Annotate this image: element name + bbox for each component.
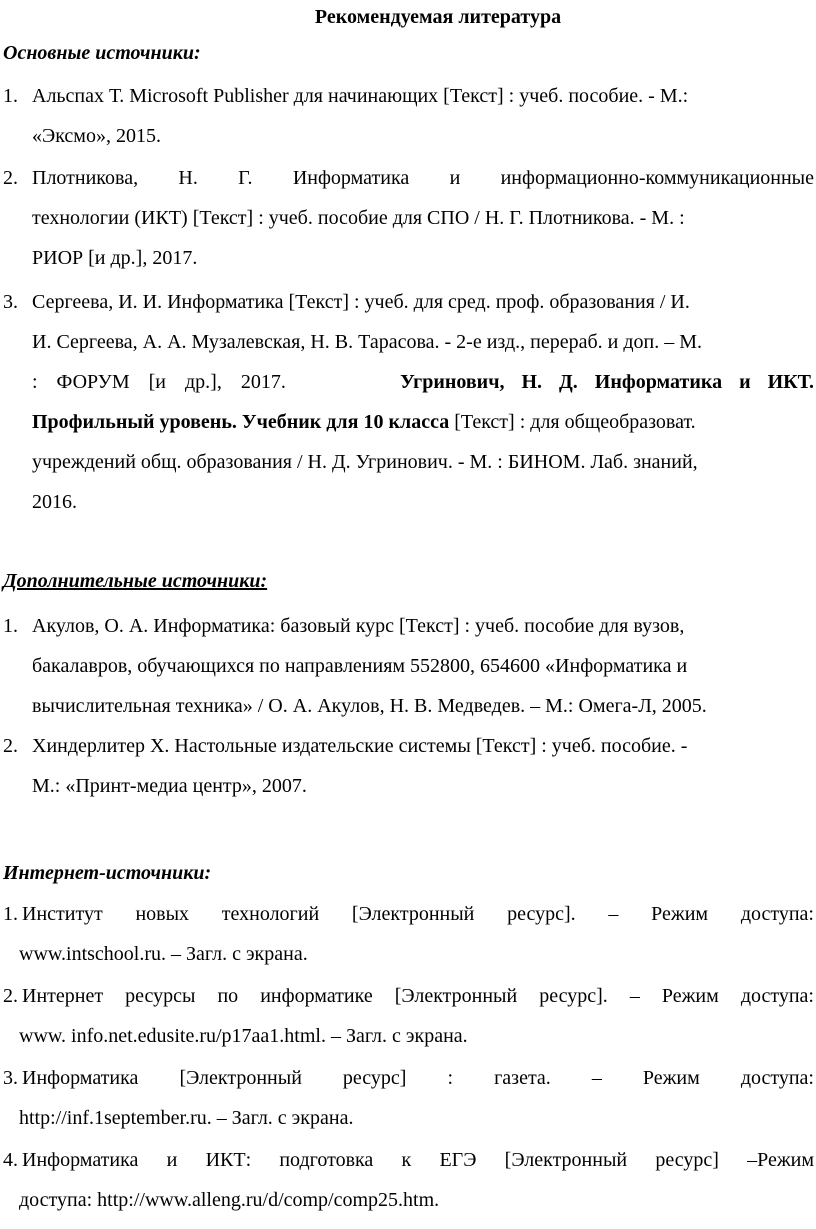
list-item <box>0 1058 814 1138</box>
list-item-line: Хиндерлитер Х. Настольные издательские системы [Текст] : учеб. пособие. - <box>32 735 688 757</box>
list-item-bold-title: Профильный уровень. Учебник для 10 класса <box>32 411 450 433</box>
list-item <box>0 726 814 806</box>
list-item-line: Институт новых технологий [Электронный ресурс]. – Режим доступа: <box>22 903 814 925</box>
section-heading-extra: Дополнительные источники: <box>3 570 268 592</box>
list-item <box>0 282 814 522</box>
list-item-line: И. Сергеева, А. А. Музалевская, Н. В. Тарасова. - 2-е изд., перераб. и доп. – М. <box>32 331 703 353</box>
list-item-line: 2016. <box>32 491 77 513</box>
list-item <box>0 1140 814 1220</box>
list-item-line: учреждений общ. образования / Н. Д. Угринович. - М. : БИНОМ. Лаб. знаний, <box>32 451 698 473</box>
list-item-line: www.intschool.ru. – Загл. с экрана. <box>19 943 308 965</box>
list-item-line: Альспах Т. Microsoft Publisher для начинающих [Текст] : учеб. пособие. - М.: <box>32 85 689 107</box>
list-item <box>0 76 814 156</box>
page-title: Рекомендуемая литература <box>314 6 562 28</box>
list-item-line: : ФОРУМ [и др.], 2017. <box>32 371 286 393</box>
list-item-line: доступа: http://www.alleng.ru/d/comp/comp25.htm. <box>19 1189 440 1211</box>
list-item-line: http://inf.1september.ru. – Загл. с экрана. <box>19 1107 354 1129</box>
list-item-number: 3. <box>3 291 18 313</box>
list-item-line: «Эксмо», 2015. <box>32 125 161 147</box>
list-item <box>0 976 814 1056</box>
list-item-number: 2. <box>3 167 18 189</box>
list-item-number: 1. <box>3 85 18 107</box>
list-item <box>0 606 814 726</box>
list-item <box>0 158 814 278</box>
list-item-line: www. info.net.edusite.ru/p17aa1.html. – Загл. с экрана. <box>19 1025 468 1047</box>
list-item-line: Плотникова, Н. Г. Информатика и информационно-коммуникационные <box>32 167 814 189</box>
list-item-line: Сергеева, И. И. Информатика [Текст] : учеб. для сред. проф. образования / И. <box>32 291 690 313</box>
section-heading-main: Основные источники: <box>3 42 201 64</box>
list-item-line: Акулов, О. А. Информатика: базовый курс [Текст] : учеб. пособие для вузов, <box>32 615 685 637</box>
list-item-number: 1. <box>3 615 18 637</box>
list-item-line: Информатика [Электронный ресурс] : газета. – Режим доступа: <box>22 1067 814 1089</box>
list-item-number: 2. <box>3 985 18 1007</box>
list-item-number: 1. <box>3 903 18 925</box>
list-item <box>0 894 814 974</box>
list-item-number: 2. <box>3 735 18 757</box>
list-item-line: РИОР [и др.], 2017. <box>32 247 198 269</box>
list-item-line: [Текст] : для общеобразоват. <box>454 411 696 433</box>
section-heading-web: Интернет-источники: <box>3 862 212 884</box>
list-item-line: М.: «Принт-медиа центр», 2007. <box>32 775 307 797</box>
list-item-line: технологии (ИКТ) [Текст] : учеб. пособие для СПО / Н. Г. Плотникова. - М. : <box>32 207 685 229</box>
list-item-line: Информатика и ИКТ: подготовка к ЕГЭ [Электронный ресурс] –Режим <box>22 1149 814 1171</box>
list-item-line: вычислительная техника» / О. А. Акулов, Н. В. Медведев. – М.: Омега-Л, 2005. <box>32 695 707 717</box>
list-item-line: бакалавров, обучающихся по направлениям 552800, 654600 «Информатика и <box>32 655 688 677</box>
list-item-number: 4. <box>3 1149 18 1171</box>
list-item-line: Интернет ресурсы по информатике [Электронный ресурс]. – Режим доступа: <box>22 985 814 1007</box>
list-item-number: 3. <box>3 1067 18 1089</box>
list-item-bold-title: Угринович, Н. Д. Информатика и ИКТ. <box>400 371 814 393</box>
